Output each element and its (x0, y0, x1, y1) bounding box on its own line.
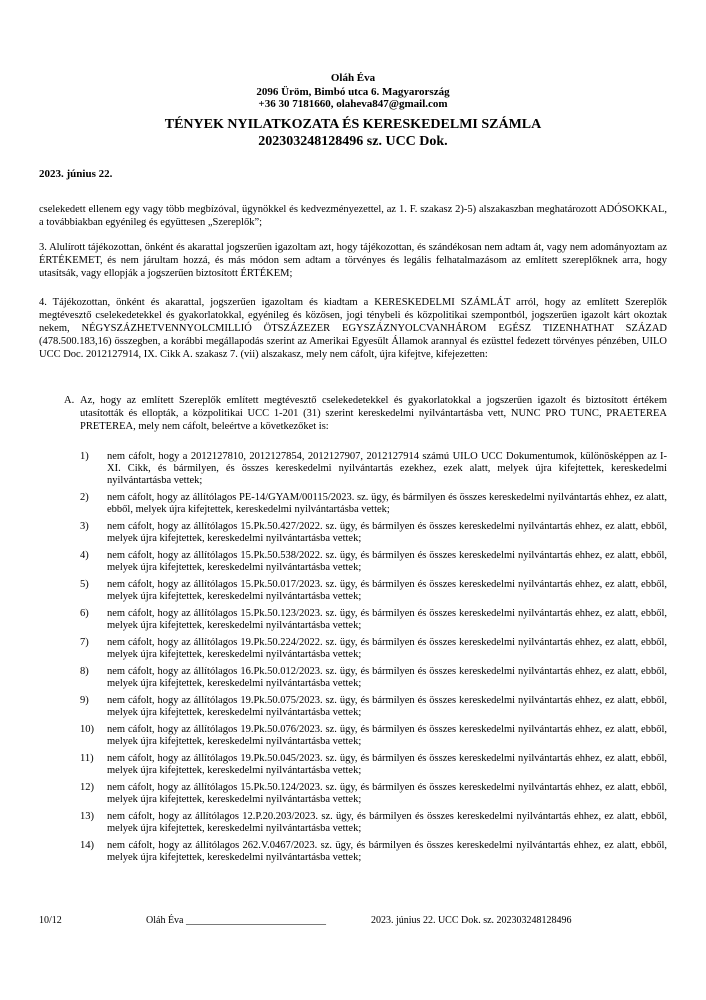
list-item-text: nem cáfolt, hogy az állítólagos 15.Pk.50.538/2022. sz. ügy, és bármilyen és összes kereskedelmi nyilvántartás ehhez, ez alatt, ebből, melyek újra kifejtettek, kereskedelmi nyilvántartásba vettek; (107, 550, 667, 573)
list-item-text: nem cáfolt, hogy az állítólagos 16.Pk.50.012/2023. sz. ügy, és bármilyen és összes kereskedelmi nyilvántartás ehhez, ez alatt, ebből, melyek újra kifejtettek, kereskedelmi nyilvántartásba vettek; (107, 666, 667, 689)
list-item-number: 12) (80, 782, 94, 793)
section-a-marker: A. (64, 395, 75, 406)
list-item-number: 6) (80, 608, 89, 619)
list-item-text: nem cáfolt, hogy az állítólagos 15.Pk.50.123/2023. sz. ügy, és bármilyen és összes kereskedelmi nyilvántartás ehhez, ez alatt, ebből, melyek újra kifejtettek, kereskedelmi nyilvántartásba vettek; (107, 608, 667, 631)
author-name: Oláh Éva (330, 72, 376, 84)
paragraph-continuation: cselekedett ellenem egy vagy több megbízóval, ügynökkel és kedvezményezettel, az 1. F. szakasz 2)-5) alszakaszban meghatározott ADÓSOKKAL, a továbbiakban egyénileg és együttesen „Szereplők”; (39, 204, 667, 228)
list-item (80, 782, 667, 806)
list-item-text: nem cáfolt, hogy az állítólagos 19.Pk.50.076/2023. sz. ügy, és bármilyen és összes kereskedelmi nyilvántartás ehhez, ez alatt, ebből, melyek újra kifejtettek, kereskedelmi nyilvántartásba vettek; (107, 724, 667, 747)
signature-line: Oláh Éva ____________________________ (146, 915, 326, 926)
list-item (80, 724, 667, 748)
section-a-text: Az, hogy az említett Szereplők említett megtévesztő cselekedetekkel és gyakorlatokkal a jogszerűen igazolt és biztosított értékem utasították és ellopták, a közpolitikai UCC 1-201 (31) szerint kereskedelmi nyilvántartásba vett, NUNC PRO TUNC, PRAETEREA PRETEREA, mely nem cáfolt, beleértve a következőket is: (80, 395, 667, 432)
list-item-text: nem cáfolt, hogy az állítólagos 15.Pk.50.427/2022. sz. ügy, és bármilyen és összes kereskedelmi nyilvántartás ehhez, ez alatt, ebből, melyek újra kifejtettek, kereskedelmi nyilvántartásba vettek; (107, 521, 667, 544)
list-item-text: nem cáfolt, hogy az állítólagos 12.P.20.203/2023. sz. ügy, és bármilyen és összes kereskedelmi nyilvántartás ehhez, ez alatt, ebből, melyek újra kifejtettek, kereskedelmi nyilvántartásba vettek; (107, 811, 667, 834)
list-item-text: nem cáfolt, hogy az állítólagos 19.Pk.50.045/2023. sz. ügy, és bármilyen és összes kereskedelmi nyilvántartás ehhez, ez alatt, ebből, melyek újra kifejtettek, kereskedelmi nyilvántartásba vettek; (107, 753, 667, 776)
list-item (80, 811, 667, 835)
list-item (80, 695, 667, 719)
list-item-number: 2) (80, 492, 89, 503)
document-date: 2023. június 22. (39, 168, 113, 180)
list-item (80, 521, 667, 545)
document-title: TÉNYEK NYILATKOZATA ÉS KERESKEDELMI SZÁMLA (164, 117, 542, 132)
list-item-text: nem cáfolt, hogy az állítólagos 19.Pk.50.075/2023. sz. ügy, és bármilyen és összes kereskedelmi nyilvántartás ehhez, ez alatt, ebből, melyek újra kifejtettek, kereskedelmi nyilvántartásba vettek; (107, 695, 667, 718)
list-item-number: 13) (80, 811, 94, 822)
list-item-number: 3) (80, 521, 89, 532)
list-item-number: 7) (80, 637, 89, 648)
list-item (80, 666, 667, 690)
list-item-number: 10) (80, 724, 94, 735)
list-item (80, 492, 667, 516)
list-item-number: 8) (80, 666, 89, 677)
list-item-number: 14) (80, 840, 94, 851)
list-item (80, 753, 667, 777)
list-item-text: nem cáfolt, hogy az állítólagos 262.V.0467/2023. sz. ügy, és bármilyen és összes kereskedelmi nyilvántartás ehhez, ez alatt, ebből, melyek újra kifejtettek, kereskedelmi nyilvántartásba vettek; (107, 840, 667, 863)
document-reference: 202303248128496 sz. UCC Dok. (258, 134, 448, 149)
list-item (80, 608, 667, 632)
list-item-text: nem cáfolt, hogy az állítólagos PE-14/GYAM/00115/2023. sz. ügy, és bármilyen és összes kereskedelmi nyilvántartás ehhez, ez alatt, ebből, melyek újra kifejtettek, kereskedelmi nyilvántartásba vettek; (107, 492, 667, 515)
claims-list (80, 451, 667, 869)
paragraph-3: 3. Alulírott tájékozottan, önként és akarattal jogszerűen igazoltam azt, hogy tájékozottan, és szándékosan nem adtam át, vagy nem adományoztam az ÉRTÉKEMET, és nem járultam hozzá, és más módon sem adtam a törvényes és legális felhatalmazásom az említett szereplőknek arra, hogy utasítsák, vagy ellopják a jogszerűen biztosított ÉRTÉKEM; (39, 242, 667, 279)
list-item (80, 550, 667, 574)
list-item-number: 1) (80, 451, 89, 462)
list-item-text: nem cáfolt, hogy a 2012127810, 2012127854, 2012127907, 2012127914 számú UILO UCC Dokumentumok, különösképpen az I-XI. Cikk, és bármilyen, és összes kereskedelmi nyilvántartás ezekhez, ezek alatt, melyek újra kifejtettek, kereskedelmi nyilvántartásba vettek; (107, 451, 667, 486)
list-item-text: nem cáfolt, hogy az állítólagos 15.Pk.50.124/2023. sz. ügy, és bármilyen és összes kereskedelmi nyilvántartás ehhez, ez alatt, ebből, melyek újra kifejtettek, kereskedelmi nyilvántartásba vettek; (107, 782, 667, 805)
page-number: 10/12 (39, 915, 62, 926)
list-item-number: 11) (80, 753, 94, 764)
list-item-number: 5) (80, 579, 89, 590)
footer-date-reference: 2023. június 22. UCC Dok. sz. 202303248128496 (371, 915, 572, 926)
list-item-number: 4) (80, 550, 89, 561)
list-item (80, 451, 667, 487)
list-item (80, 579, 667, 603)
list-item-text: nem cáfolt, hogy az állítólagos 15.Pk.50.017/2023. sz. ügy, és bármilyen és összes kereskedelmi nyilvántartás ehhez, ez alatt, ebből, melyek újra kifejtettek, kereskedelmi nyilvántartásba vettek; (107, 579, 667, 602)
list-item (80, 840, 667, 864)
list-item-text: nem cáfolt, hogy az állítólagos 19.Pk.50.224/2022. sz. ügy, és bármilyen és összes kereskedelmi nyilvántartás ehhez, ez alatt, ebből, melyek újra kifejtettek, kereskedelmi nyilvántartásba vettek; (107, 637, 667, 660)
author-contact: +36 30 7181660, olaheva847@gmail.com (258, 98, 448, 110)
author-address: 2096 Üröm, Bimbó utca 6. Magyarország (256, 86, 450, 98)
list-item (80, 637, 667, 661)
paragraph-4: 4. Tájékozottan, önként és akarattal, jogszerűen igazoltam és kiadtam a KERESKEDELMI SZÁMLÁT arról, hogy az említett Szereplők megtévesztő cselekedetekkel és gyakorlatokkal, egyénileg és közösen, jogi ténybeli és közpolitikai szempontból, jogszerűen igazolt kárt okoztak nekem, NÉGYSZÁZHETVENNYOLCMILLIÓ ÖTSZÁZEZER EGYSZÁZNYOLCVANHÁROM EGÉSZ TIZENHATHAT SZÁZAD (478.500.183,16) összegben, a korábbi megállapodás szerint az Amerikai Egyesült Államok arannyal és ezüsttel fedezett törvényes pénzében, UILO UCC Doc. 2012127914, IX. Cikk A. szakasz 7. (vii) alszakasz, mely nem cáfolt, újra kifejtve, kifejezetten: (39, 297, 667, 360)
list-item-number: 9) (80, 695, 89, 706)
